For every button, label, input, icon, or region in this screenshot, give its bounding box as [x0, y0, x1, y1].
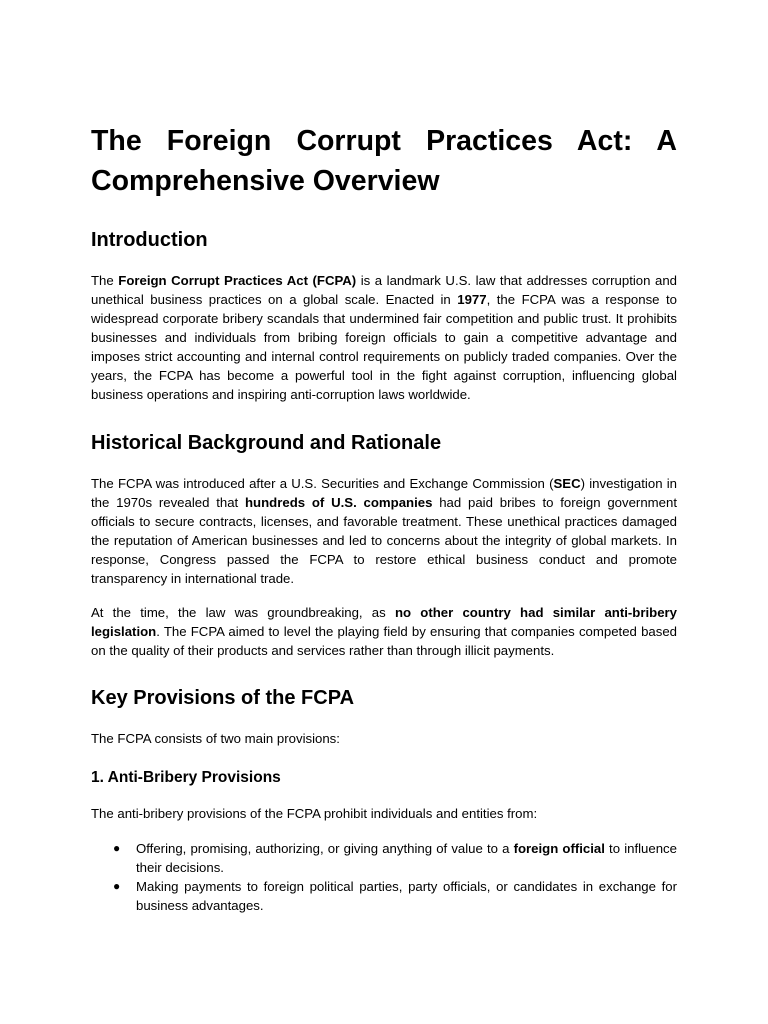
subsection-heading-anti-bribery: 1. Anti-Bribery Provisions — [91, 769, 281, 786]
text-run: , the FCPA was a response to widespread corporate bribery scandals that undermined fair competition and public trust. It prohibits businesses and individuals from bribing foreign officials to gain a competitive advantage and imposes strict accounting and internal control requirements on publicly traded companies. Over the years, the FCPA has become a powerful tool in the fight against corruption, influencing global business operations and inspiring anti-corruption laws worldwide. — [91, 292, 677, 402]
text-run: At the time, the law was groundbreaking, as — [91, 605, 395, 620]
introduction-paragraph — [91, 271, 677, 404]
document-page — [91, 121, 677, 915]
anti-bribery-intro: The anti-bribery provisions of the FCPA prohibit individuals and entities from: — [91, 806, 538, 821]
anti-bribery-list — [91, 839, 677, 915]
section-heading-history: Historical Background and Rationale — [91, 432, 442, 454]
document-title: The Foreign Corrupt Practices Act: A Comprehensive Overview — [91, 125, 677, 197]
bold-run: 1977 — [457, 292, 487, 307]
text-run: is a landmark U.S. law that addresses corruption and unethical business practices on a global scale. Enacted in — [91, 273, 677, 307]
section-heading-introduction: Introduction — [91, 229, 208, 251]
bold-run: foreign official — [513, 841, 605, 856]
list-item — [91, 839, 677, 877]
text-run: Making payments to foreign political parties, party officials, or candidates in exchange for business advantages. — [136, 879, 677, 913]
text-run: The FCPA was introduced after a U.S. Securities and Exchange Commission ( — [91, 476, 554, 491]
text-run: ) investigation in the 1970s revealed that — [91, 476, 678, 510]
text-run: The — [91, 273, 119, 288]
history-paragraph-1 — [91, 474, 677, 588]
bold-run: Foreign Corrupt Practices Act (FCPA) — [118, 273, 357, 288]
bold-run: SEC — [553, 476, 581, 491]
bold-run: hundreds of U.S. companies — [245, 495, 433, 510]
section-heading-provisions: Key Provisions of the FCPA — [91, 687, 355, 709]
text-run: Offering, promising, authorizing, or giving anything of value to a — [136, 841, 514, 856]
bullet-icon: ● — [113, 841, 121, 855]
text-run: had paid bribes to foreign government officials to secure contracts, licenses, and favorable treatment. These unethical practices damaged the reputation of American businesses and led to concerns about the integrity of global markets. In response, Congress passed the FCPA to restore ethical business conduct and promote transparency in international trade. — [91, 495, 677, 586]
bullet-icon: ● — [113, 879, 121, 893]
list-item — [91, 877, 677, 915]
text-run: to influence their decisions. — [136, 841, 677, 875]
provisions-intro: The FCPA consists of two main provisions: — [91, 731, 340, 746]
history-paragraph-2 — [91, 603, 677, 660]
bold-run: no other country had similar anti-bribery legislation — [91, 605, 678, 639]
text-run: . The FCPA aimed to level the playing field by ensuring that companies competed based on the quality of their products and services rather than through illicit payments. — [91, 624, 677, 658]
